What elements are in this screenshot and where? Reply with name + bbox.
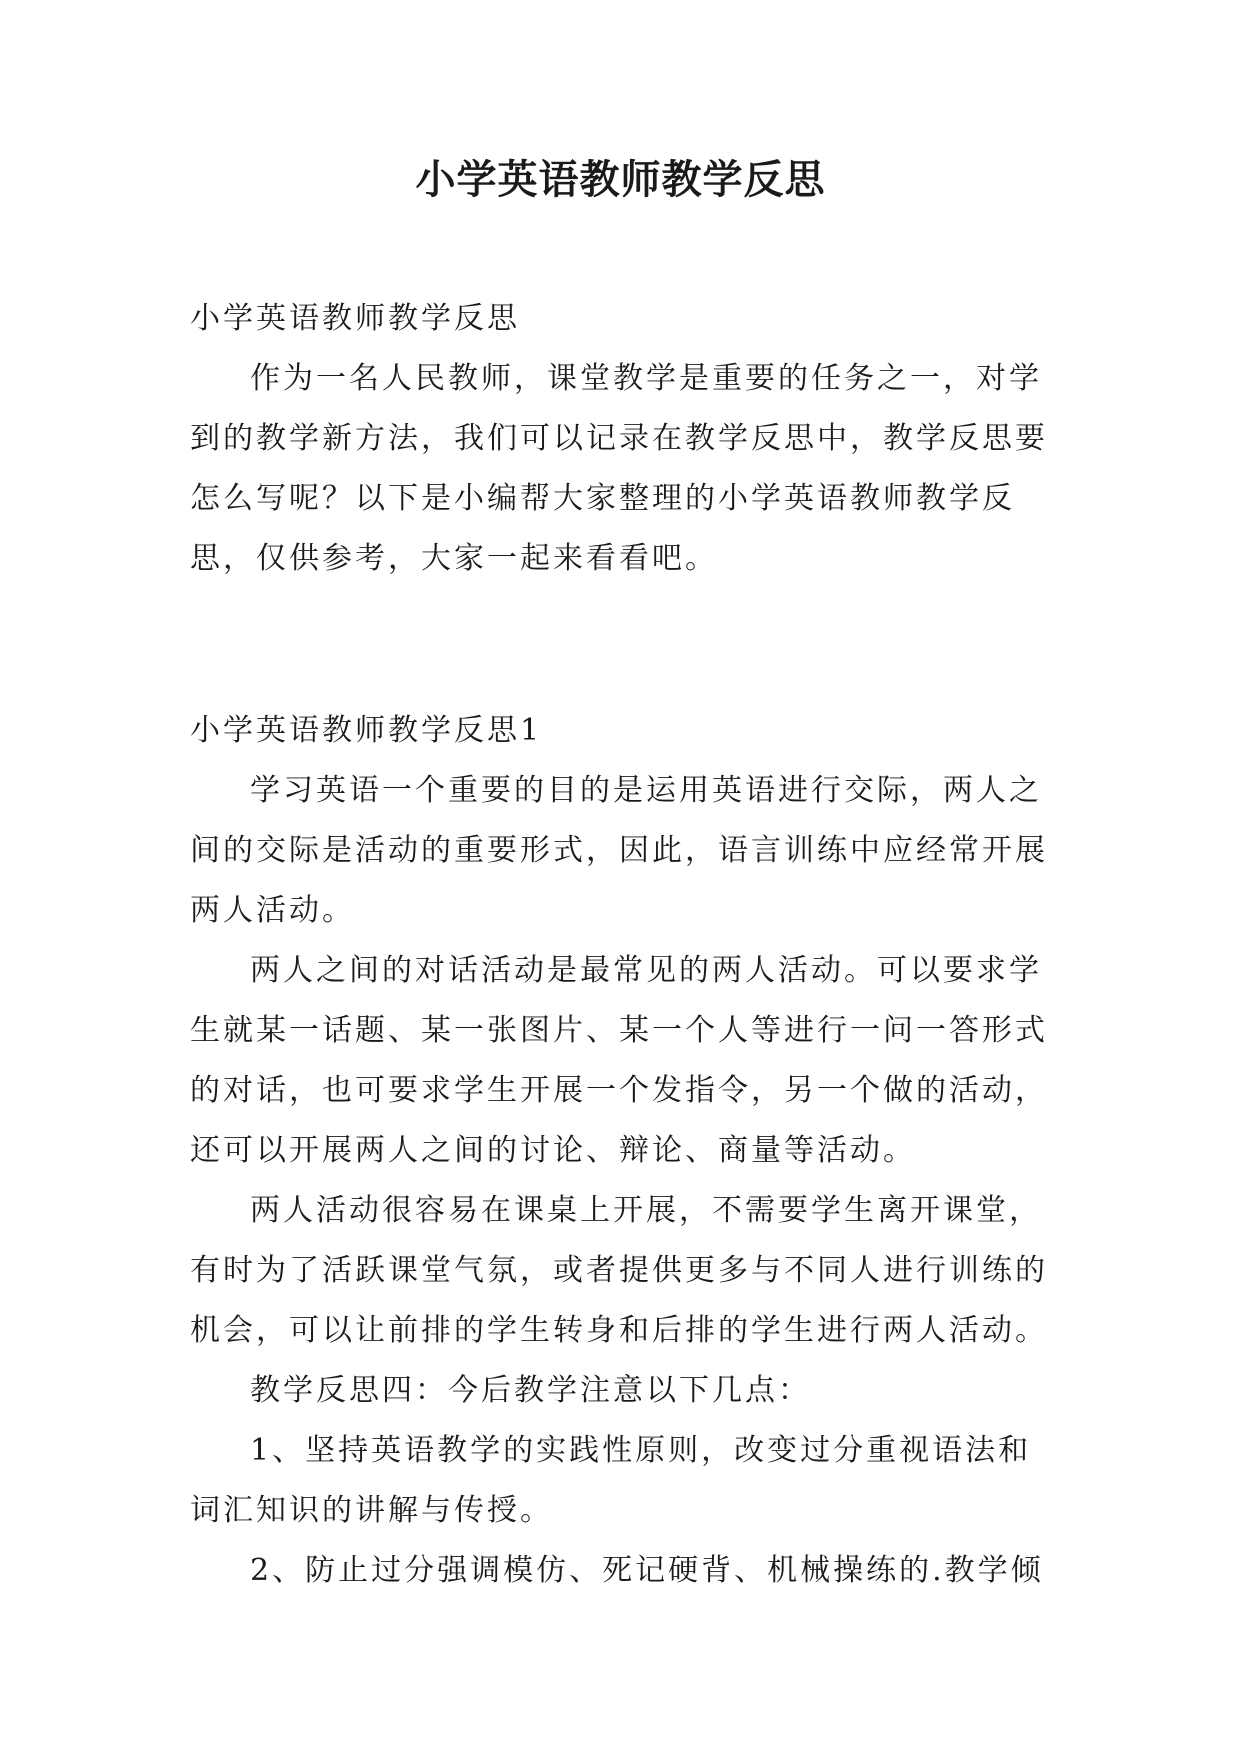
list-item: 1、坚持英语教学的实践性原则，改变过分重视语法和词汇知识的讲解与传授。 xyxy=(190,1433,1032,1528)
section-1-heading: 小学英语教师教学反思1 xyxy=(190,713,543,748)
intro-paragraph: 作为一名人民教师，课堂教学是重要的任务之一，对学到的教学新方法，我们可以记录在教学反思中，教学反思要怎么写呢？以下是小编帮大家整理的小学英语教师教学反思，仅供参考，大家一起来看看吧。 xyxy=(190,361,1048,576)
list-item: 2、防止过分强调模仿、死记硬背、机械操练的.教学倾 xyxy=(250,1553,1044,1588)
document-title: 小学英语教师教学反思 xyxy=(415,157,826,203)
intro-heading: 小学英语教师教学反思 xyxy=(190,301,520,336)
paragraph: 两人活动很容易在课桌上开展，不需要学生离开课堂，有时为了活跃课堂气氛，或者提供更多与不同人进行训练的机会，可以让前排的学生转身和后排的学生进行两人活动。 xyxy=(190,1193,1048,1348)
section-1 xyxy=(190,701,1060,1601)
paragraph: 教学反思四：今后教学注意以下几点： xyxy=(250,1373,811,1408)
paragraph: 两人之间的对话活动是最常见的两人活动。可以要求学生就某一话题、某一张图片、某一个人等进行一问一答形式的对话，也可要求学生开展一个发指令，另一个做的活动，还可以开展两人之间的讨论、辩论、商量等活动。 xyxy=(190,953,1048,1168)
paragraph: 学习英语一个重要的目的是运用英语进行交际，两人之间的交际是活动的重要形式，因此，语言训练中应经常开展两人活动。 xyxy=(190,773,1048,928)
intro-section xyxy=(190,289,1060,589)
